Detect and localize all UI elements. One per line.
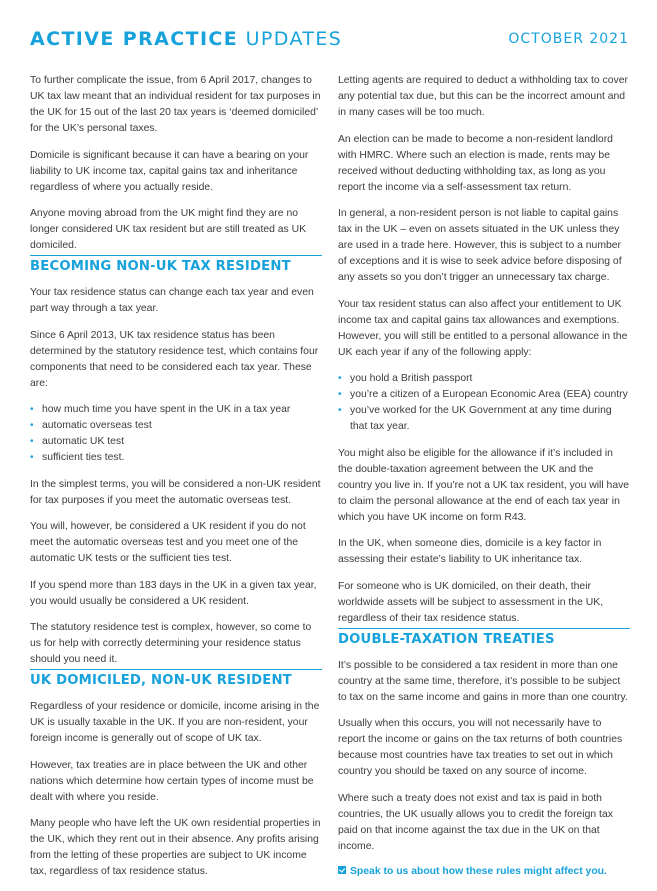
paragraph: Many people who have left the UK own residential properties in the UK, which they rent out in their absence. Any profits arising from the letting of these properties are subject to UK income tax, regardless of tax residence status. <box>30 818 321 877</box>
checkbox-arrow-icon <box>338 866 346 874</box>
paragraph: Regardless of your residence or domicile, income arising in the UK is usually taxable in the UK. If you are non-resident, your foreign income is generally out of scope of UK tax. <box>30 701 320 744</box>
list-item <box>30 402 322 418</box>
list-item <box>338 387 630 403</box>
paragraph: Where such a treaty does not exist and tax is paid in both countries, the UK usually allows you to credit the foreign tax paid on that income against the tax due in the UK on that income. <box>338 792 613 852</box>
paragraph: It’s possible to be considered a tax resident in more than one country at the same time, therefore, it’s possible to be subject to tax on the same income and gains in more than one country. <box>338 659 628 703</box>
title-bold: ACTIVE PRACTICE <box>30 28 239 50</box>
paragraph: Domicile is significant because it can have a bearing on your liability to UK income tax, capital gains tax and inheritance regardless of where you actually reside. <box>30 149 309 193</box>
list-item <box>30 418 322 434</box>
list-item-text: automatic overseas test <box>42 420 152 431</box>
title-light: UPDATES <box>245 28 343 50</box>
bullet-list <box>30 402 322 466</box>
paragraph: Your tax residence status can change each tax year and even part way through a tax year. <box>30 287 314 314</box>
list-item-text: you’re a citizen of a European Economic Area (EEA) country <box>350 389 628 400</box>
paragraph: You will, however, be considered a UK resident if you do not meet the automatic overseas test and you meet one of the automatic UK tests or the sufficient ties test. <box>30 521 306 564</box>
section-heading: UK DOMICILED, NON-UK RESIDENT <box>30 673 292 688</box>
issue-date: OCTOBER 2021 <box>508 31 629 47</box>
paragraph: However, tax treaties are in place between the UK and other nations which determine how certain types of income must be dealt with where you reside. <box>30 759 314 803</box>
list-item <box>30 434 322 450</box>
list-item-text: you’ve worked for the UK Government at any time during that tax year. <box>350 405 612 432</box>
paragraph: You might also be eligible for the allowance if it’s included in the double-taxation agreement between the UK and the country you live in. If you’re not a UK tax resident, you will have to claim the personal allowance at the end of each tax year in which you have UK income on form R43. <box>338 447 630 523</box>
paragraph: To further complicate the issue, from 6 April 2017, changes to UK tax law meant that an individual resident for tax purposes in the UK for 15 out of the last 20 tax years is ‘deemed domiciled’ for the UK’s personal taxes. <box>30 75 321 134</box>
paragraph: In general, a non-resident person is not liable to capital gains tax in the UK – even on assets situated in the UK unless they are used in a trade here. However, this is subject to a number of exceptions and it is wise to seek advice before disposing of any assets so you don’t trigger an unnecessary tax charge. <box>338 208 622 283</box>
section-heading: BECOMING NON-UK TAX RESIDENT <box>30 259 291 274</box>
bullet-icon: • <box>30 404 34 415</box>
bullet-icon: • <box>338 405 342 416</box>
list-item-text: you hold a British passport <box>350 373 473 384</box>
list-item-text: how much time you have spent in the UK in a tax year <box>42 404 291 415</box>
bullet-icon: • <box>30 452 34 463</box>
newsletter-title <box>30 28 342 50</box>
bullet-icon: • <box>338 373 342 384</box>
list-item <box>338 403 630 435</box>
page-header <box>30 28 629 52</box>
bullet-list <box>338 371 630 435</box>
section-heading: DOUBLE-TAXATION TREATIES <box>338 631 555 647</box>
paragraph: Your tax resident status can also affect your entitlement to UK income tax and capital gains tax allowances and exemptions. However, you will still be entitled to a personal allowance in the UK each year if any of the following apply: <box>338 298 628 358</box>
list-item-text: sufficient ties test. <box>42 452 125 463</box>
bullet-icon: • <box>30 436 34 447</box>
paragraph: Usually when this occurs, you will not necessarily have to report the income or gains on the tax returns of both countries because most countries have tax treaties to set out in which country you should be taxed on any source of income. <box>338 718 623 777</box>
paragraph: Letting agents are required to deduct a withholding tax to cover any potential tax due, but this can be the incorrect amount and in many cases will be too much. <box>338 75 628 118</box>
paragraph: In the simplest terms, you will be considered a non-UK resident for tax purposes if you meet the automatic overseas test. <box>30 478 321 506</box>
paragraph: For someone who is UK domiciled, on their death, their worldwide assets will be subject to assessment in the UK, regardless of their tax residence status. <box>338 579 630 629</box>
cta-text: Speak to us about how these rules might affect you. <box>350 866 607 877</box>
right-column <box>338 73 630 879</box>
paragraph: Since 6 April 2013, UK tax residence status has been determined by the statutory residence test, which contains four components that need to be considered each tax year. These are: <box>30 329 319 389</box>
paragraph: The statutory residence test is complex, however, so come to us for help with correctly determining your residence status should you need it. <box>30 620 322 670</box>
list-item-text: automatic UK test <box>42 436 125 447</box>
list-item <box>338 371 630 387</box>
paragraph: Anyone moving abroad from the UK might find they are no longer considered UK tax resident but are still treated as UK domiciled. <box>30 206 322 256</box>
call-to-action <box>338 865 630 879</box>
paragraph: In the UK, when someone dies, domicile is a key factor in assessing their estate’s liability to UK inheritance tax. <box>338 538 602 565</box>
paragraph: An election can be made to become a non-resident landlord with HMRC. Where such an election is made, rents may be received without deducting withholding tax, as long as you report the income via a self-assessment tax return. <box>338 133 613 193</box>
bullet-icon: • <box>338 389 342 400</box>
left-column <box>30 73 322 891</box>
bullet-icon: • <box>30 420 34 431</box>
list-item <box>30 450 322 466</box>
paragraph: If you spend more than 183 days in the UK in a given tax year, you would usually be considered a UK resident. <box>30 579 317 607</box>
